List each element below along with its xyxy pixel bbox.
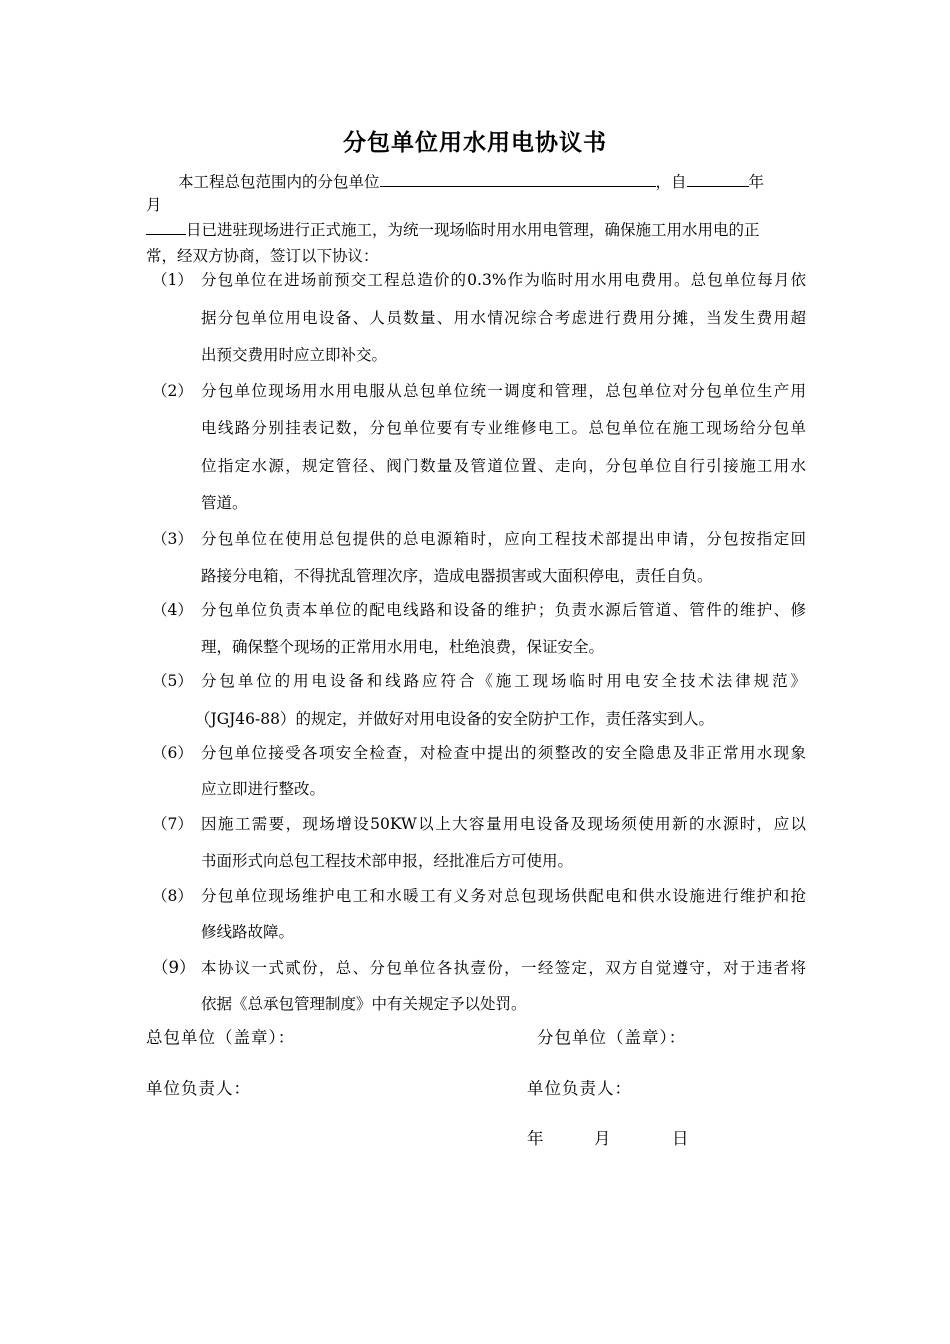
clause-line: 位指定水源，规定管径、阀门数量及管道位置、走向，分包单位自行引接施工用水 (201, 457, 806, 475)
clause-number: （7） (152, 815, 193, 833)
year-blank (687, 172, 749, 187)
clause-line: 管道。 (201, 494, 248, 512)
intro-line-2: 月 (146, 196, 162, 214)
clause-number: （9） (152, 958, 196, 977)
clause-number: （3） (152, 530, 193, 548)
clause-line: 分包单位的用电设备和线路应符合《施工现场临时用电安全技术法律规范》 (201, 672, 806, 690)
clause-line: 本协议一式贰份，总、分包单位各执壹份，一经签定，双方自觉遵守，对于违者将 (201, 959, 806, 977)
subcontractor-blank (380, 172, 656, 187)
clause-number: （2） (152, 382, 193, 400)
clause-number: （6） (152, 744, 193, 762)
clause-line: 依据《总承包管理制度》中有关规定予以处罚。 (201, 995, 527, 1013)
clause-number: （1） (152, 271, 193, 289)
clause-number: （8） (152, 887, 193, 905)
clause-number: （4） (152, 601, 193, 619)
clause-line: 书面形式向总包工程技术部申报，经批准后方可使用。 (201, 852, 574, 870)
intro-year: 年 (748, 173, 765, 191)
clause-line: 理，确保整个现场的正常用水用电，杜绝浪费，保证安全。 (201, 638, 605, 656)
clause-line: 分包单位负责本单位的配电线路和设备的维护；负责水源后管道、管件的维护、修 (201, 601, 806, 619)
day-blank (146, 220, 186, 235)
clause-line: 分包单位现场维护电工和水暖工有义务对总包现场供配电和供水设施进行维护和抢 (201, 887, 806, 905)
date-month-label: 月 (594, 1129, 612, 1148)
date-day-label: 日 (672, 1129, 690, 1148)
intro-comma: ，自 (655, 173, 687, 191)
clause-line: 分包单位在使用总包提供的总电源箱时，应向工程技术部提出申请，分包按指定回 (201, 530, 806, 548)
clause-line: 分包单位在进场前预交工程总造价的0.3%作为临时用水用电费用。总包单位每月依 (201, 271, 806, 289)
general-contractor-person-label: 单位负责人： (146, 1079, 251, 1098)
clause-line: 据分包单位用电设备、人员数量、用水情况综合考虑进行费用分摊，当发生费用超 (201, 309, 806, 327)
clause-line: 电线路分别挂表记数，分包单位要有专业维修电工。总包单位在施工现场给分包单 (201, 419, 806, 437)
intro-line-3 (146, 220, 760, 240)
subcontractor-seal-label: 分包单位（盖章）： (537, 1028, 687, 1047)
intro-line-4: 常，经双方协商，签订以下协议： (146, 247, 379, 265)
document-title: 分包单位用水用电协议书 (343, 130, 607, 156)
clause-number: （5） (152, 672, 193, 690)
clause-line: 出预交费用时应立即补交。 (201, 346, 388, 364)
general-contractor-seal-label: 总包单位（盖章）： (146, 1028, 296, 1047)
intro-line-1 (178, 172, 764, 192)
clause-line: 因施工需要，现场增设50KW以上大容量用电设备及现场须使用新的水源时，应以 (201, 815, 806, 833)
date-year-label: 年 (527, 1129, 545, 1148)
intro-prefix: 本工程总包范围内的分包单位 (178, 173, 380, 191)
intro-text-3: 日已进驻现场进行正式施工，为统一现场临时用水用电管理，确保施工用水用电的正 (186, 221, 760, 239)
subcontractor-person-label: 单位负责人： (527, 1079, 632, 1098)
clause-line: 修线路故障。 (201, 923, 295, 941)
clause-line: 路接分电箱，不得扰乱管理次序，造成电器损害或大面积停电，责任自负。 (201, 567, 713, 585)
clause-line: （JGJ46-88）的规定，并做好对用电设备的安全防护工作，责任落实到人。 (195, 710, 714, 728)
clause-line: 应立即进行整改。 (201, 780, 326, 798)
clause-line: 分包单位接受各项安全检查，对检查中提出的须整改的安全隐患及非正常用水现象 (201, 744, 806, 762)
clause-line: 分包单位现场用水用电服从总包单位统一调度和管理，总包单位对分包单位生产用 (201, 382, 806, 400)
